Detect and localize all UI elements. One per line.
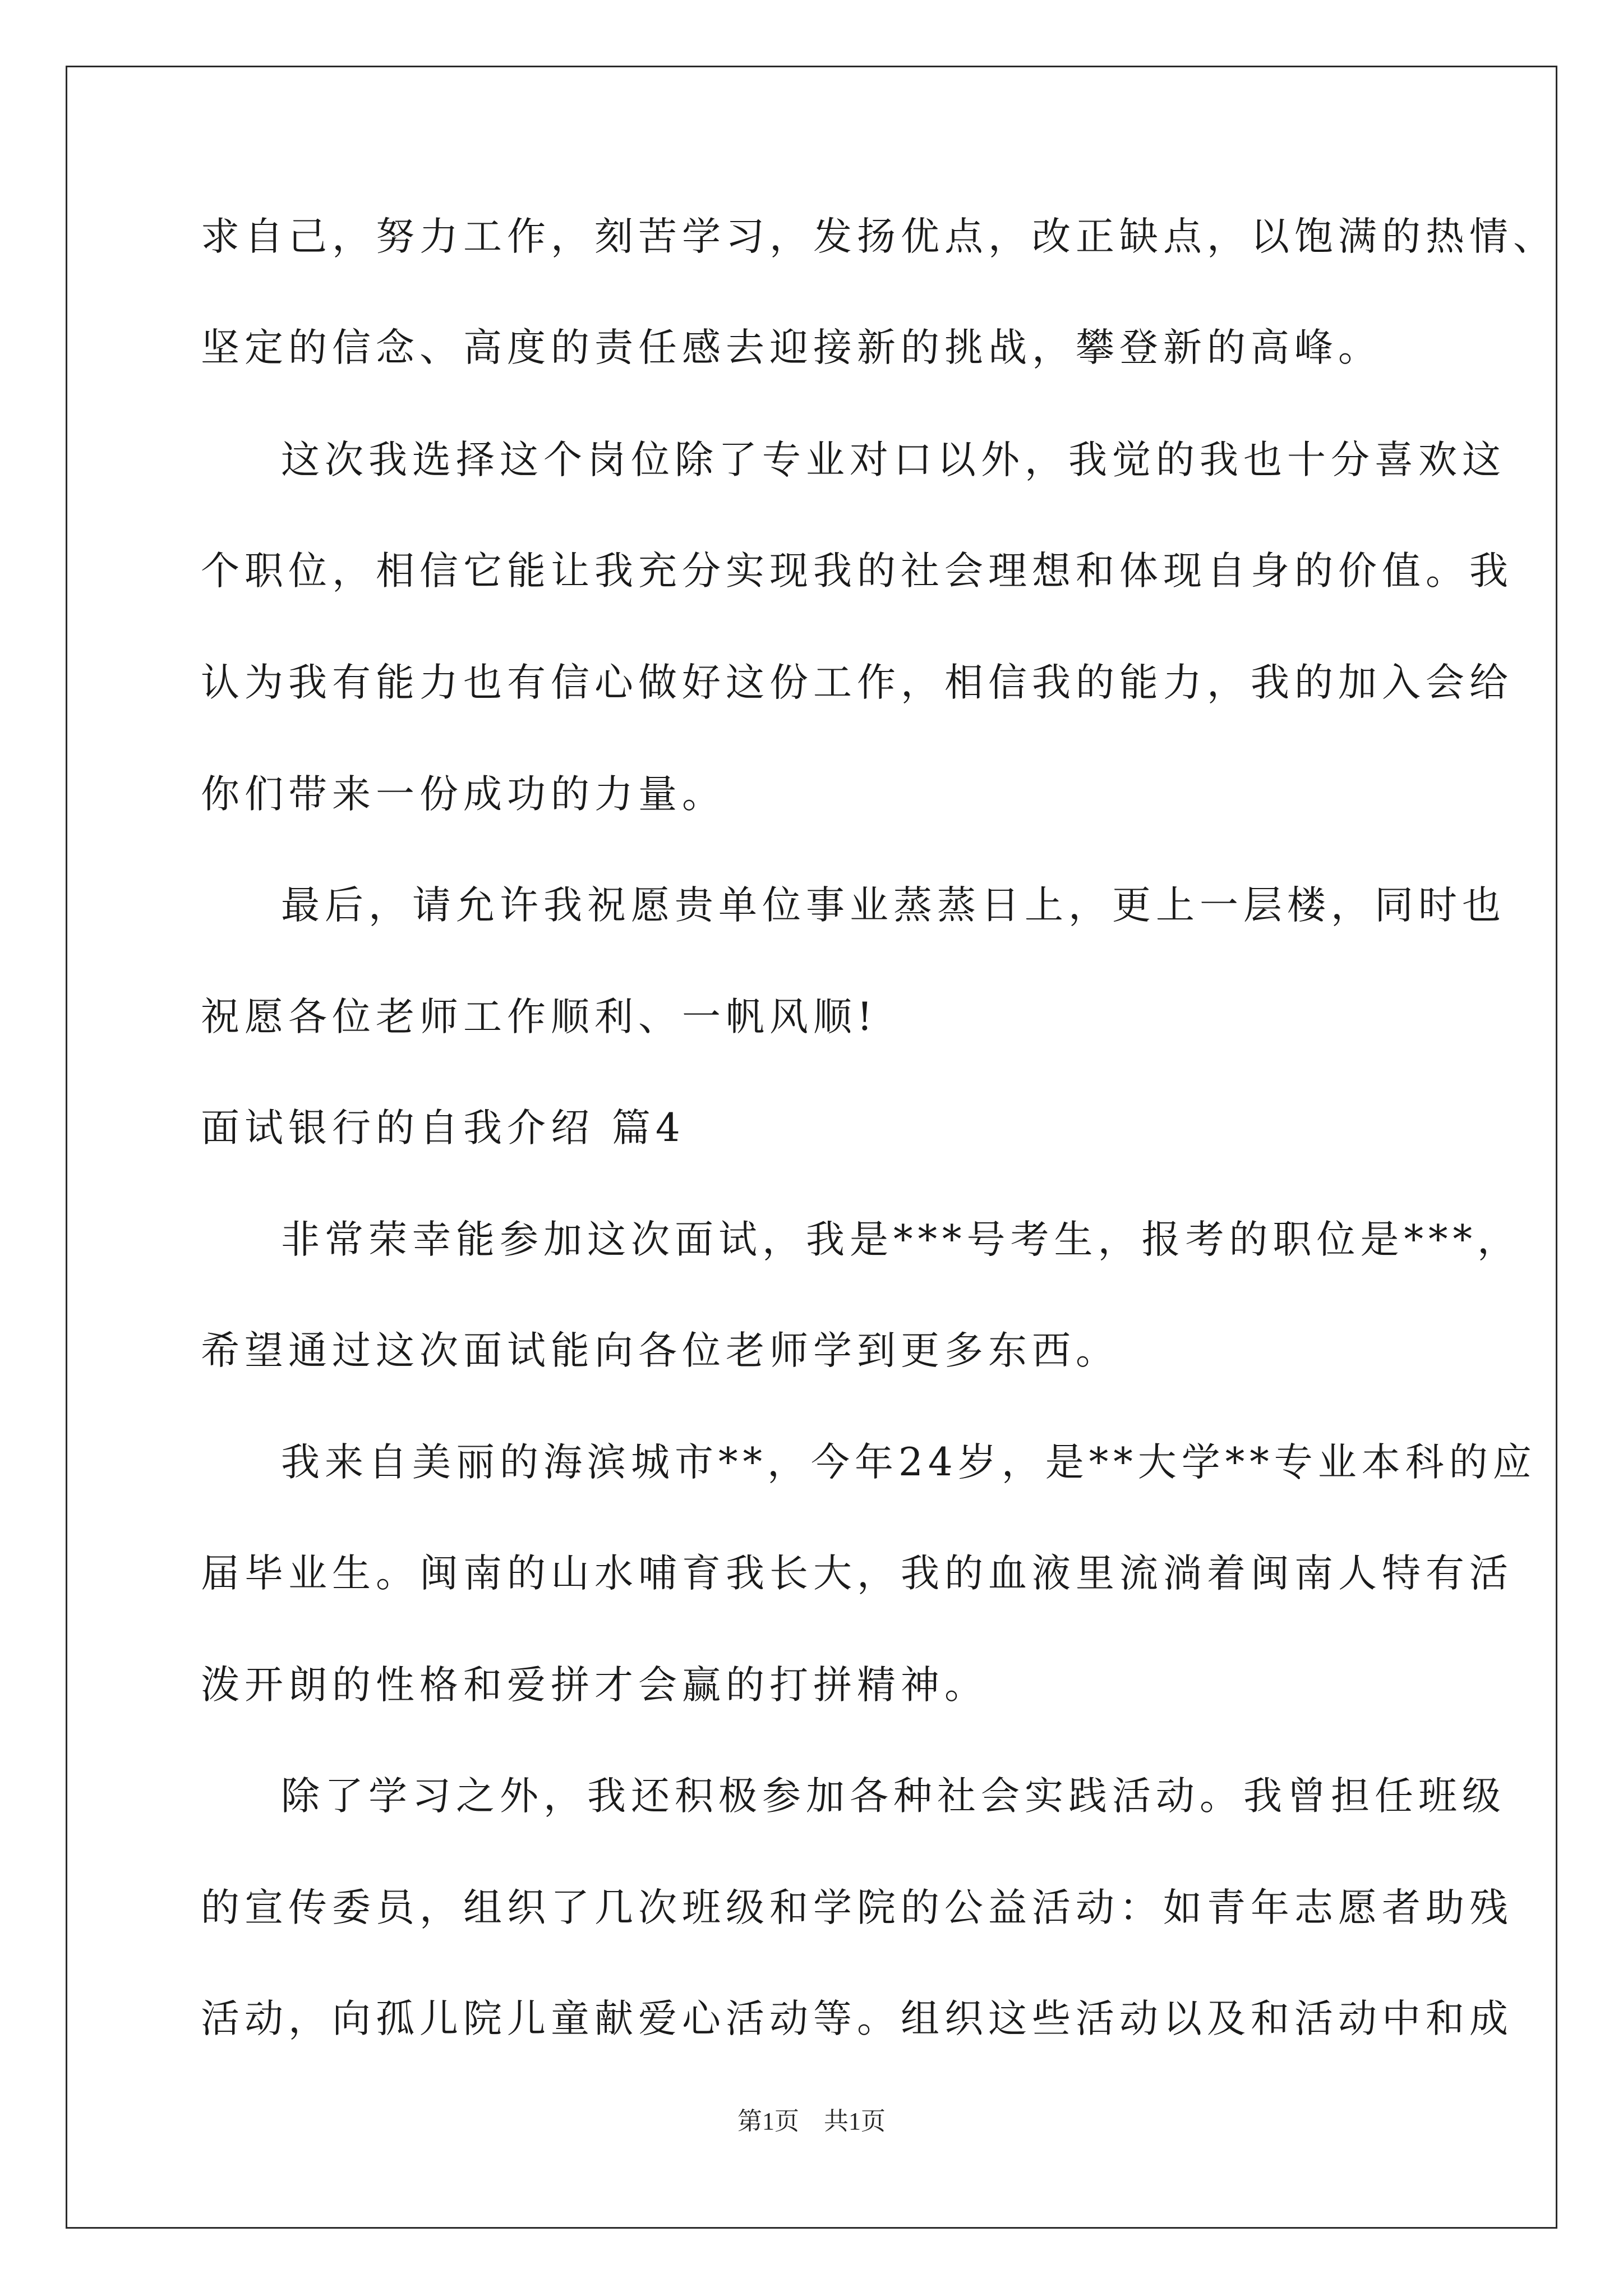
text-line: 的宣传委员，组织了几次班级和学院的公益活动：如青年志愿者助残 [201,1885,1513,1930]
paragraph-start-line: 我来自美丽的海滨城市**，今年24岁，是**大学**专业本科的应 [281,1440,1537,1485]
text-line: 求自己，努力工作，刻苦学习，发扬优点，改正缺点，以饱满的热情、 [201,214,1557,259]
section-heading: 面试银行的自我介绍 篇4 [201,1106,685,1151]
text-line: 你们带来一份成功的力量。 [201,772,726,817]
paragraph-start-line: 这次我选择这个岗位除了专业对口以外，我觉的我也十分喜欢这 [281,438,1506,482]
text-line: 活动，向孤儿院儿童献爱心活动等。组织这些活动以及和活动中和成 [201,1996,1513,2041]
paragraph-start-line: 非常荣幸能参加这次面试，我是***号考生，报考的职位是***， [281,1217,1521,1262]
text-line: 坚定的信念、高度的责任感去迎接新的挑战，攀登新的高峰。 [201,325,1382,370]
paragraph-start-line: 最后，请允许我祝愿贵单位事业蒸蒸日上，更上一层楼，同时也 [281,883,1506,928]
page-footer: 第1页 共1页 [737,2108,886,2135]
paragraph-start-line: 除了学习之外，我还积极参加各种社会实践活动。我曾担任班级 [281,1774,1506,1819]
text-line: 泼开朗的性格和爱拼才会赢的打拼精神。 [201,1663,988,1708]
text-line: 祝愿各位老师工作顺利、一帆风顺! [201,995,878,1039]
text-line: 认为我有能力也有信心做好这份工作，相信我的能力，我的加入会给 [201,660,1513,705]
text-line: 个职位，相信它能让我充分实现我的社会理想和体现自身的价值。我 [201,549,1513,593]
text-line: 希望通过这次面试能向各位老师学到更多东西。 [201,1328,1119,1373]
text-line: 届毕业生。闽南的山水哺育我长大，我的血液里流淌着闽南人特有活 [201,1551,1513,1596]
